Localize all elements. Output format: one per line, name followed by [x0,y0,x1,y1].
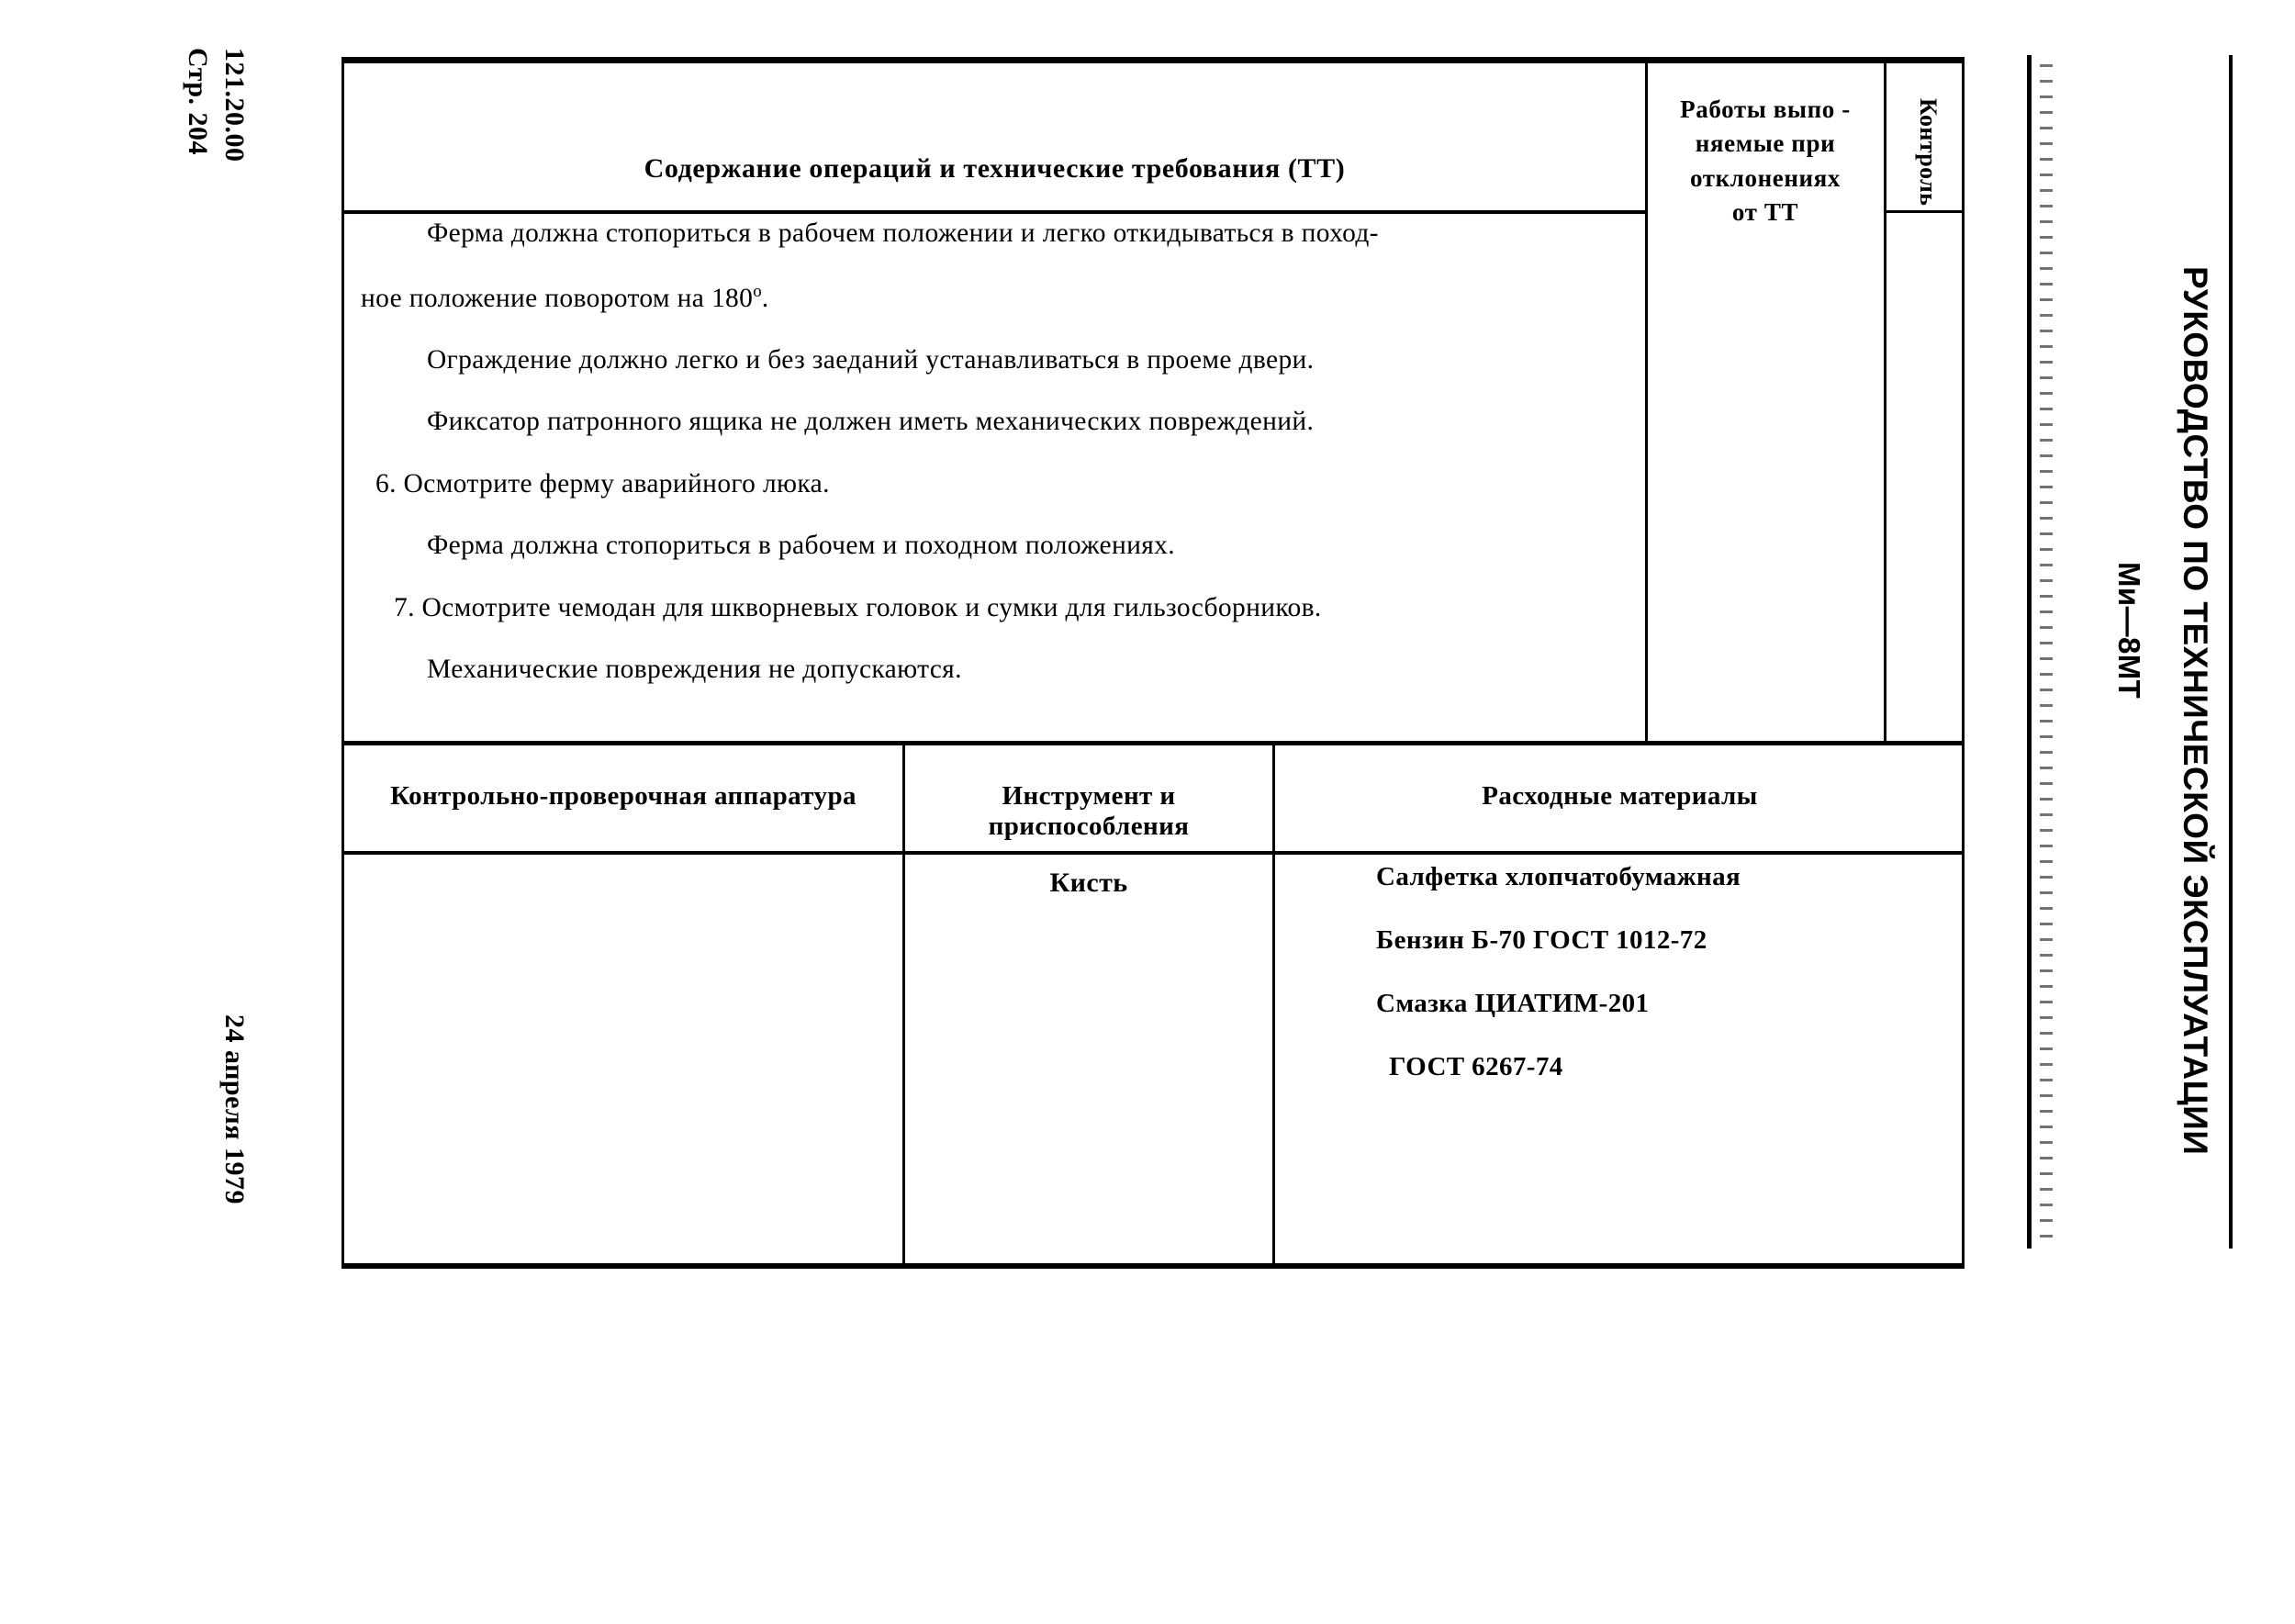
material-item: Смазка ЦИАТИМ-201 [1376,989,1650,1018]
header-works-line-3: отклонениях [1690,163,1841,192]
material-item: Бензин Б-70 ГОСТ 1012-72 [1376,925,1707,955]
header-works-on-deviation [1648,93,1883,230]
lower-header-rule [344,851,1965,855]
section-divider-rule [344,741,1965,745]
margin-rule-right [2229,55,2233,1249]
header-control-label: Контроль [1915,98,1942,207]
material-item: ГОСТ 6267-74 [1389,1052,1563,1081]
operation-line: Фиксатор патронного ящика не должен иметь механических повреждений. [427,407,1315,437]
operations-table [341,57,1965,1269]
material-item: Салфетка хлопчатобумажная [1376,862,1741,891]
operation-item-6: 6. Осмотрите ферму аварийного люка. [375,468,830,498]
operation-line: Ограждение должно легко и без заеданий устанавливаться в проеме двери. [427,344,1315,375]
aircraft-model: Ми—8МТ [2112,562,2146,700]
header-control-column [1888,96,1965,207]
header-operations-content: Содержание операций и технические требования (ТТ) [644,153,1346,184]
header-works-line-1: Работы выпо - [1680,95,1851,123]
operation-line: Ферма должна стопориться в рабочем и походном положениях. [427,531,1175,561]
cell-materials [1275,864,1965,1117]
operation-line [361,283,1614,312]
operation-line-tail: . [761,283,769,313]
document-code: 121.20.00 [219,48,250,162]
header-rule-control [1884,210,1965,213]
manual-title: РУКОВОДСТВО ПО ТЕХНИЧЕСКОЙ ЭКСПЛУАТАЦИИ [2177,266,2214,1156]
operation-line: Ферма должна стопориться в рабочем положении и легко откидываться в поход- [427,218,1379,248]
degree-superscript: о [753,281,762,301]
operation-item-7: 7. Осмотрите чемодан для шкворневых головок и сумки для гильзосборников. [394,592,1322,622]
operation-line-text: ное положение поворотом на 180 [361,283,754,313]
header-works-line-2: няемые при [1695,129,1836,158]
operations-body [344,220,1645,719]
cell-tools: Кисть [1049,868,1128,898]
page-number-label: Стр. 204 [183,48,213,156]
scan-speckle [2040,64,2053,1239]
header-rule [344,210,1645,214]
header-works-line-4: от ТТ [1731,197,1799,226]
left-margin [0,0,250,1624]
revision-date: 24 апреля 1979 [219,1014,250,1204]
right-margin [1983,0,2295,1624]
lower-header-tools: Инструмент и приспособления [988,781,1190,841]
operation-line: Механические повреждения не допускаются. [427,655,962,685]
lower-header-equipment: Контрольно-проверочная аппаратура [390,781,856,811]
margin-rule-left [2027,55,2032,1249]
lower-header-materials: Расходные материалы [1482,781,1758,811]
column-separator-control [1884,60,1886,741]
